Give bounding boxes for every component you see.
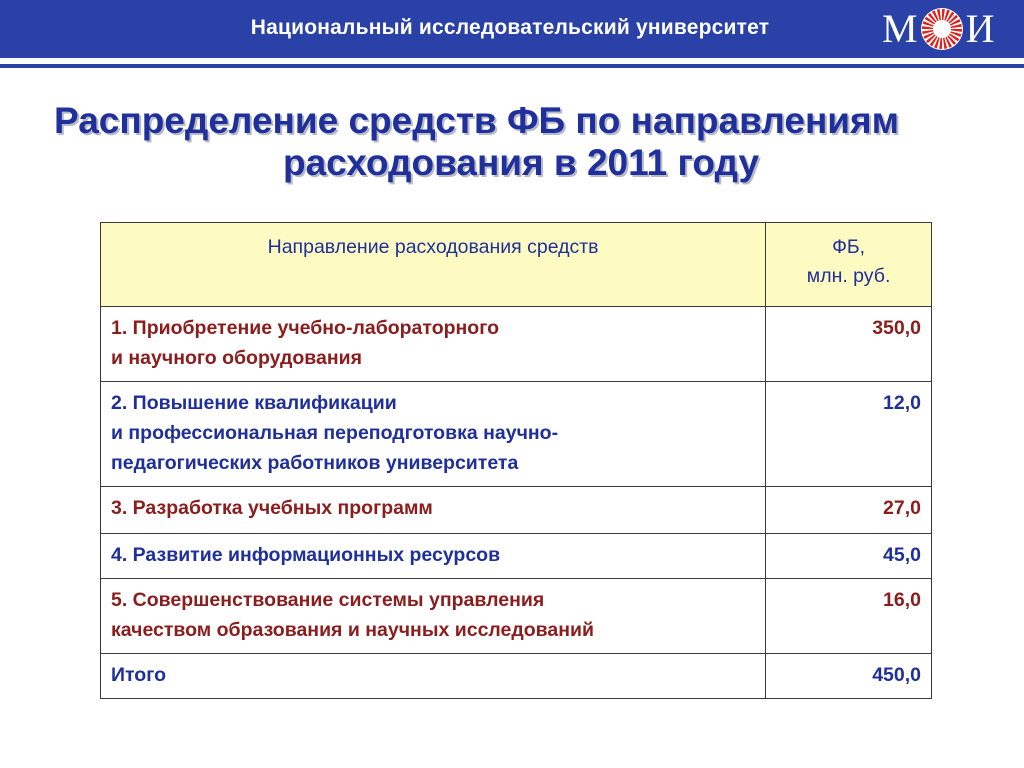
table-row xyxy=(101,382,932,487)
logo-letter-m: М xyxy=(882,6,918,51)
direction-cell xyxy=(101,487,766,534)
direction-line: 5. Совершенствование системы управления xyxy=(111,589,545,611)
direction-cell xyxy=(101,654,766,699)
header-title: Национальный исследовательский университет xyxy=(250,16,770,39)
table-row xyxy=(101,307,932,382)
column-header-fb-line1: ФБ, xyxy=(832,236,866,258)
direction-line: качеством образования и научных исследований xyxy=(111,619,595,641)
direction-cell xyxy=(101,382,766,487)
logo-letter-i: И xyxy=(965,6,995,51)
value-cell: 12,0 xyxy=(766,382,932,487)
table-row xyxy=(101,487,932,534)
direction-line: Итого xyxy=(111,664,166,686)
direction-line: и профессиональная переподготовка научно- xyxy=(111,422,559,444)
table-row xyxy=(101,579,932,654)
direction-line: 1. Приобретение учебно-лабораторного xyxy=(111,317,499,339)
direction-cell xyxy=(101,534,766,579)
direction-cell xyxy=(101,579,766,654)
column-header-fb-line2: млн. руб. xyxy=(806,265,891,287)
direction-line: 3. Разработка учебных программ xyxy=(111,497,433,519)
page-title xyxy=(40,100,984,184)
direction-line: педагогических работников университета xyxy=(111,452,519,474)
university-logo xyxy=(882,6,1010,52)
header-divider xyxy=(0,64,1024,68)
sun-ring-icon xyxy=(920,7,964,51)
direction-line: 4. Развитие информационных ресурсов xyxy=(111,544,501,566)
column-header-fb xyxy=(766,223,932,307)
table-row-total xyxy=(101,654,932,699)
table-row xyxy=(101,534,932,579)
value-cell: 350,0 xyxy=(766,307,932,382)
value-cell: 27,0 xyxy=(766,487,932,534)
direction-line: и научного оборудования xyxy=(111,347,362,369)
page-title-line2: расходования в 2011 году xyxy=(283,142,760,183)
page-title-line1: Распределение средств ФБ по направлениям xyxy=(54,100,900,141)
table-header-row xyxy=(101,223,932,307)
value-cell: 16,0 xyxy=(766,579,932,654)
value-cell: 45,0 xyxy=(766,534,932,579)
direction-cell xyxy=(101,307,766,382)
column-header-direction: Направление расходования средств xyxy=(101,223,766,307)
header-bar xyxy=(0,0,1024,58)
budget-table xyxy=(100,222,932,699)
value-cell: 450,0 xyxy=(766,654,932,699)
direction-line: 2. Повышение квалификации xyxy=(111,392,397,414)
